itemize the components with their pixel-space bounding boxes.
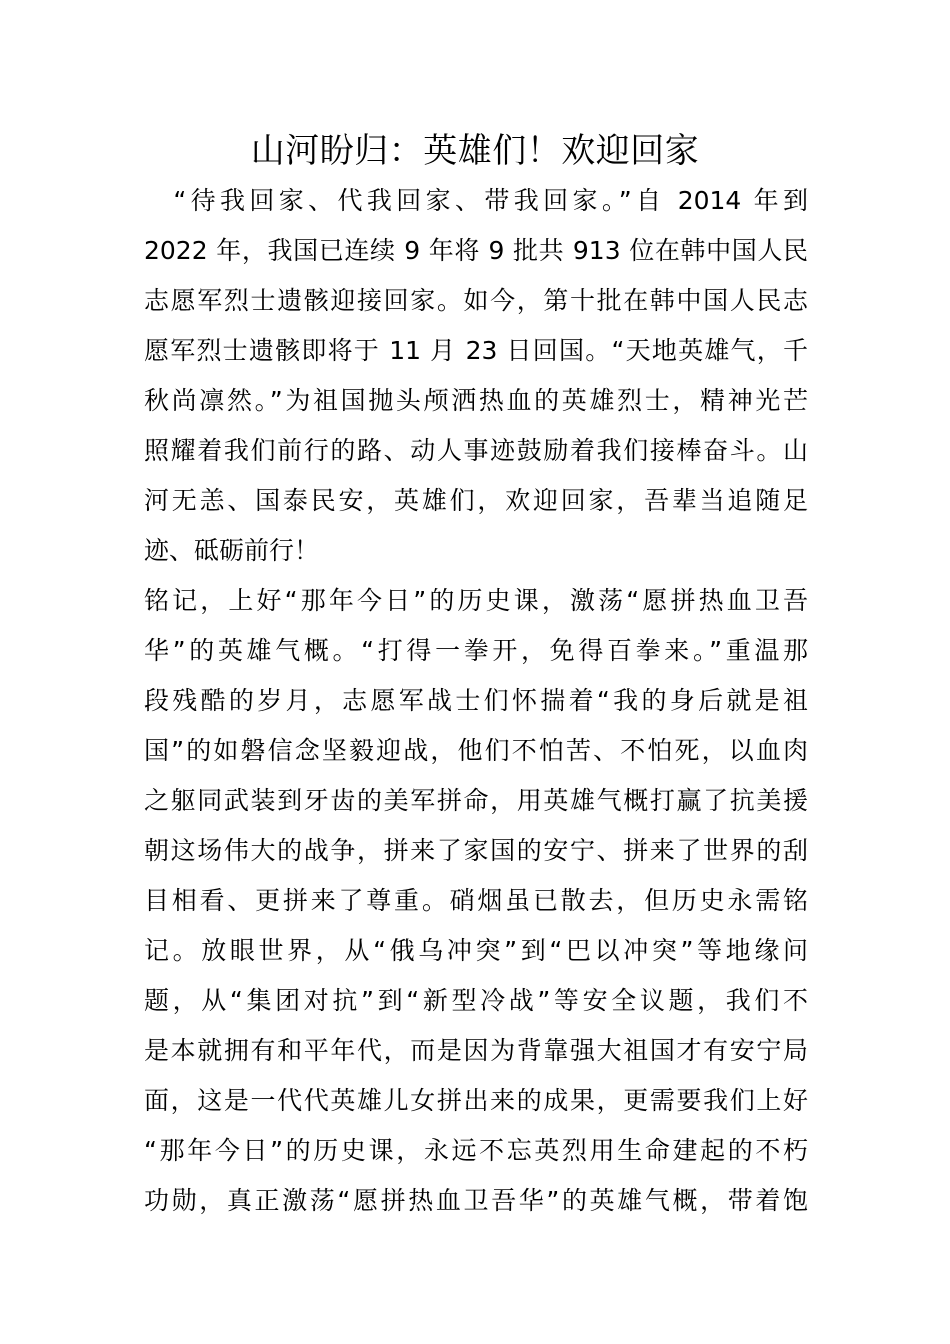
paragraph-line: 面，这是一代代英雄儿女拼出来的成果，更需要我们上好 (144, 1086, 808, 1115)
paragraph-line: 题，从“集团对抗”到“新型冷战”等安全议题，我们不 (144, 986, 808, 1015)
paragraph-line: 照耀着我们前行的路、动人事迹鼓励着我们接棒奋斗。山 (144, 436, 808, 465)
paragraph-line: 是本就拥有和平年代，而是因为背靠强大祖国才有安宁局 (144, 1036, 808, 1065)
paragraph-line: 目相看、更拼来了尊重。硝烟虽已散去，但历史永需铭 (144, 886, 808, 915)
paragraph-line: 迹、砥砺前行！ (144, 536, 320, 565)
paragraph-line: 2022 年，我国已连续 9 年将 9 批共 913 位在韩中国人民 (144, 236, 808, 265)
paragraph-line: 秋尚凛然。”为祖国抛头颅洒热血的英雄烈士，精神光芒 (144, 386, 808, 415)
paragraph-line: 愿军烈士遗骸即将于 11 月 23 日回国。“天地英雄气，千 (144, 336, 808, 365)
document-title: 山河盼归：英雄们！欢迎回家 (250, 131, 700, 171)
paragraph-line: 河无恙、国泰民安，英雄们，欢迎回家，吾辈当追随足 (144, 486, 808, 515)
paragraph-line: “待我回家、代我回家、带我回家。”自 2014 年到 (144, 186, 808, 215)
paragraph-line: 国”的如磐信念坚毅迎战，他们不怕苦、不怕死，以血肉 (144, 736, 808, 765)
paragraph-line: 记。放眼世界，从“俄乌冲突”到“巴以冲突”等地缘问 (144, 936, 808, 965)
paragraph-line: 铭记，上好“那年今日”的历史课，激荡“愿拼热血卫吾 (144, 586, 808, 615)
paragraph-line: 之躯同武装到牙齿的美军拼命，用英雄气概打赢了抗美援 (144, 786, 808, 815)
paragraph-line: “那年今日”的历史课，永远不忘英烈用生命建起的不朽 (144, 1136, 808, 1165)
paragraph-line: 功勋，真正激荡“愿拼热血卫吾华”的英雄气概，带着饱 (144, 1186, 808, 1215)
paragraph-line: 志愿军烈士遗骸迎接回家。如今，第十批在韩中国人民志 (144, 286, 808, 315)
paragraph-line: 段残酷的岁月，志愿军战士们怀揣着“我的身后就是祖 (144, 686, 808, 715)
paragraph-line: 朝这场伟大的战争，拼来了家国的安宁、拼来了世界的刮 (144, 836, 808, 865)
paragraph-line: 华”的英雄气概。“打得一拳开，免得百拳来。”重温那 (144, 636, 808, 665)
